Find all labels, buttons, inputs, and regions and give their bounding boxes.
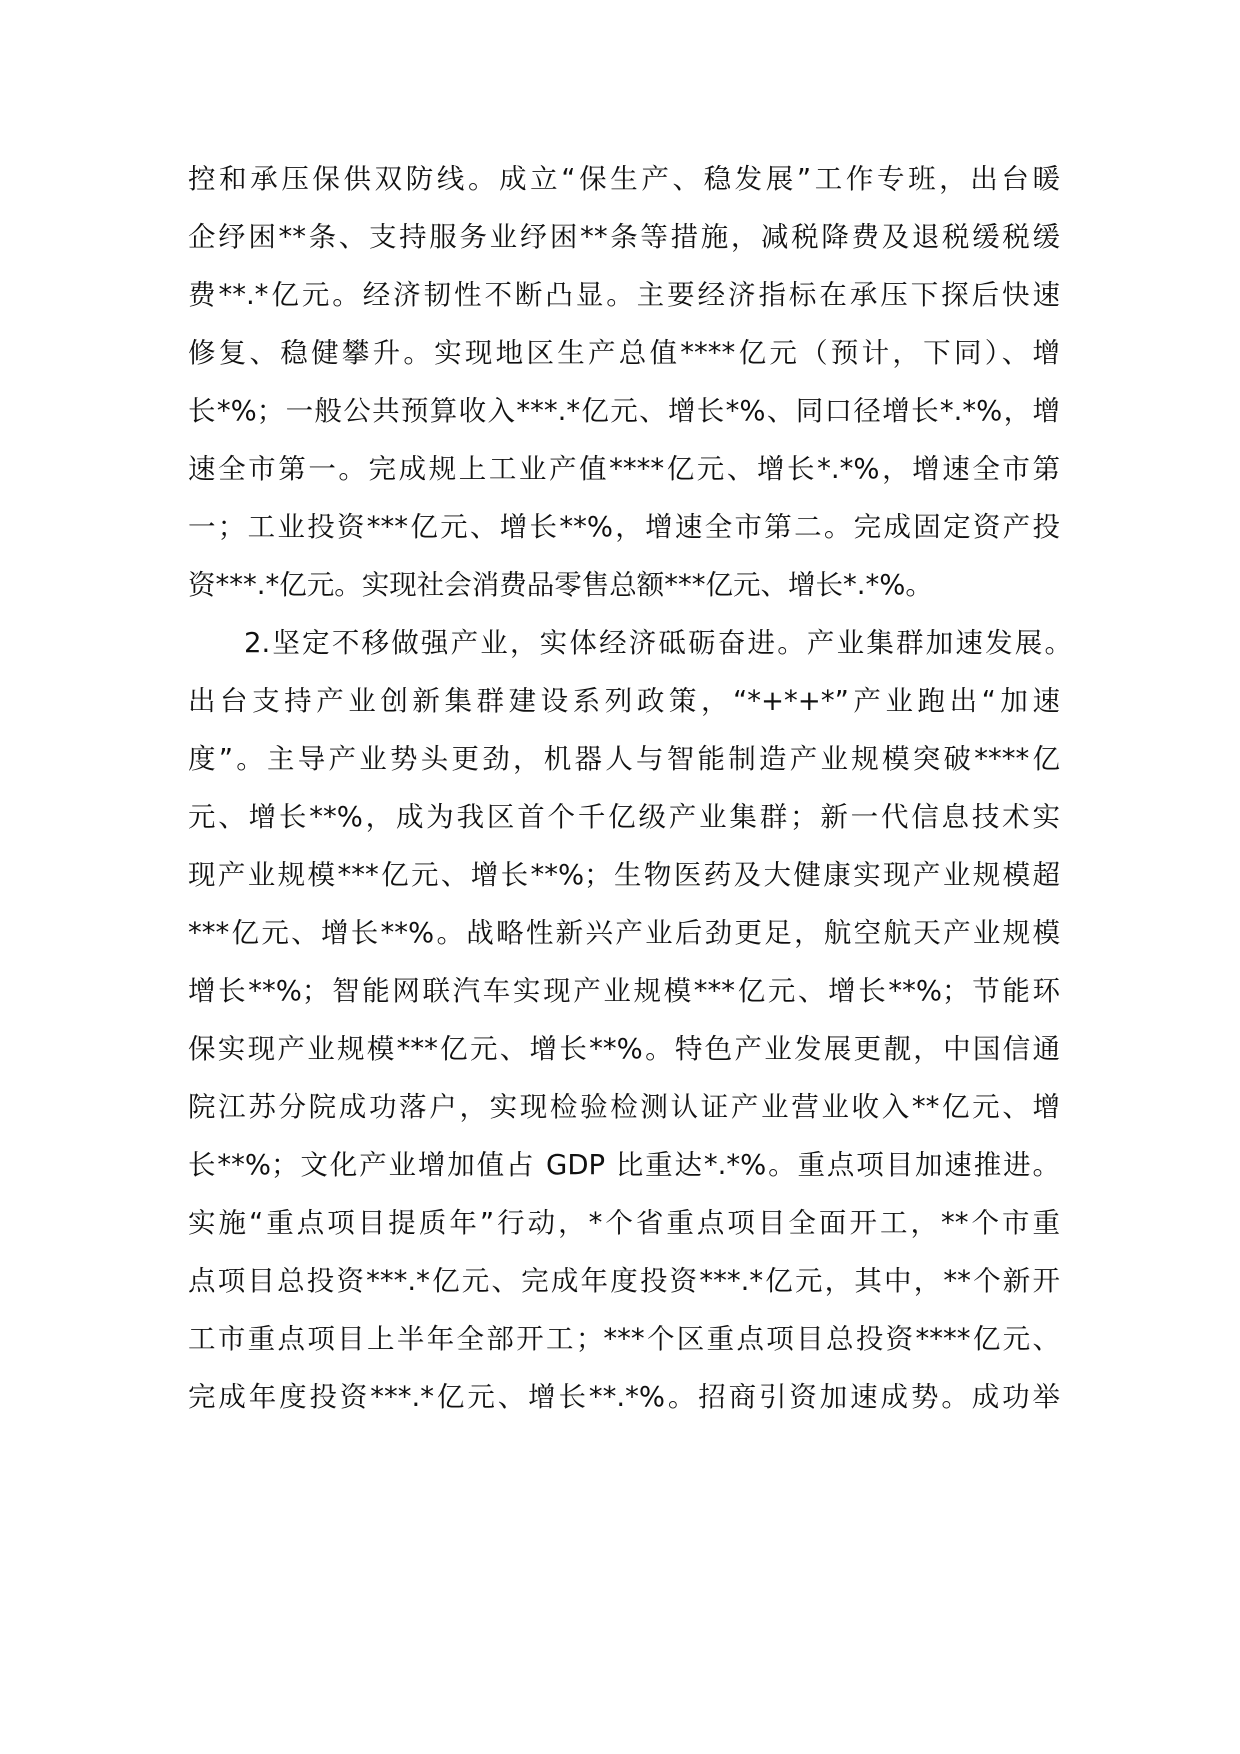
text-line: 长*%；一般公共预算收入***.*亿元、增长*%、同口径增长*.*%，增	[188, 395, 1060, 427]
text-line: 修复、稳健攀升。实现地区生产总值****亿元（预计，下同）、增	[188, 337, 1060, 369]
text-line: 长**%；文化产业增加值占 GDP 比重达*.*%。重点项目加速推进。	[188, 1149, 1060, 1181]
text-line: 度”。主导产业势头更劲，机器人与智能制造产业规模突破****亿	[188, 743, 1060, 775]
text-line: 控和承压保供双防线。成立“保生产、稳发展”工作专班，出台暖	[188, 163, 1060, 195]
text-line: 一；工业投资***亿元、增长**%，增速全市第二。完成固定资产投	[188, 511, 1060, 543]
text-line: 现产业规模***亿元、增长**%；生物医药及大健康实现产业规模超	[188, 859, 1060, 891]
text-line: 实施“重点项目提质年”行动，*个省重点项目全面开工，**个市重	[188, 1207, 1060, 1239]
text-line: 速全市第一。完成规上工业产值****亿元、增长*.*%，增速全市第	[188, 453, 1060, 485]
text-line: 院江苏分院成功落户，实现检验检测认证产业营业收入**亿元、增	[188, 1091, 1060, 1123]
text-line: 点项目总投资***.*亿元、完成年度投资***.*亿元，其中，**个新开	[188, 1265, 1060, 1297]
text-line: 资***.*亿元。实现社会消费品零售总额***亿元、增长*.*%。	[188, 569, 933, 601]
text-line: 出台支持产业创新集群建设系列政策，“*+*+*”产业跑出“加速	[188, 685, 1060, 717]
text-line: ***亿元、增长**%。战略性新兴产业后劲更足，航空航天产业规模	[188, 917, 1060, 949]
text-line: 费**.*亿元。经济韧性不断凸显。主要经济指标在承压下探后快速	[188, 279, 1060, 311]
section-heading-line: 2.坚定不移做强产业，实体经济砥砺奋进。产业集群加速发展。	[244, 627, 1072, 659]
text-line: 企纾困**条、支持服务业纾困**条等措施，减税降费及退税缓税缓	[188, 221, 1060, 253]
text-line: 增长**%；智能网联汽车实现产业规模***亿元、增长**%；节能环	[188, 975, 1060, 1007]
text-line: 工市重点项目上半年全部开工；***个区重点项目总投资****亿元、	[188, 1323, 1060, 1355]
text-line: 保实现产业规模***亿元、增长**%。特色产业发展更靓，中国信通	[188, 1033, 1060, 1065]
text-line: 元、增长**%，成为我区首个千亿级产业集群；新一代信息技术实	[188, 801, 1060, 833]
text-line: 完成年度投资***.*亿元、增长**.*%。招商引资加速成势。成功举	[188, 1381, 1060, 1413]
